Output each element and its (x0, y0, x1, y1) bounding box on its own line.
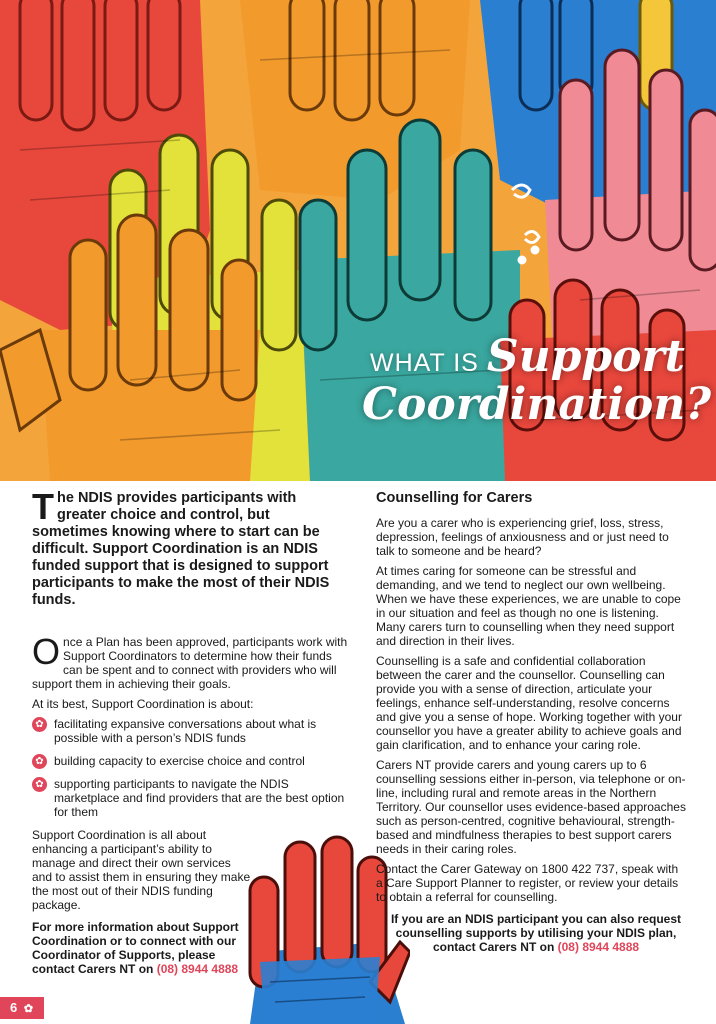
lead-paragraph (32, 486, 348, 609)
ndis-note (376, 912, 686, 954)
counselling-paragraph: At times caring for someone can be stressful and demanding, and we tend to neglect our own wellbeing. When we have these experiences, we are unable to cope in our situation and feel as though no one is listening. Many carers turn to counselling when they need support and direction in their lives. (376, 564, 681, 648)
ndis-phone-link[interactable]: (08) 8944 4888 (557, 940, 640, 954)
counselling-paragraph: Contact the Carer Gateway on 1800 422 737, speak with a Care Support Planner to register, or review your details to obtain a referral for counselling. (376, 862, 679, 904)
list-item: ✿ supporting participants to navigate the NDIS marketplace and find providers that are the best option for them (32, 777, 348, 819)
right-column (376, 490, 686, 960)
list-item: ✿ building capacity to exercise choice and control (32, 754, 348, 768)
lead-dropcap: T (32, 486, 54, 527)
intro-paragraph (32, 631, 348, 691)
ndis-note-text: If you are an NDIS participant you can also request counselling supports by utilising your NDIS plan, contact Carers NT on (390, 912, 682, 954)
swirl-bullet-icon: ✿ (32, 717, 47, 732)
swirl-bullet-icon: ✿ (32, 777, 47, 792)
hero-title-prefix: WHAT IS (370, 349, 479, 377)
lead-text: he NDIS provides participants with greater choice and control, but sometimes knowing where to start can be difficult. Support Coordination is an NDIS funded support that is designed to support participants to make the most of their NDIS funds. (32, 490, 330, 608)
hero-title-script-2: Coordination? (362, 379, 712, 430)
list-item: ✿ facilitating expansive conversations about what is possible with a person’s NDIS funds (32, 717, 348, 745)
contact-paragraph (32, 920, 252, 976)
page-number-tab (0, 997, 44, 1019)
swirl-bullet-icon: ✿ (32, 754, 47, 769)
hero-illustration (0, 0, 716, 481)
about-paragraph: Support Coordination is all about enhancing a participant’s ability to manage and direct their own services and to assist them in ensuring they make the most out of their NDIS funding package. (32, 828, 251, 912)
page-number: 6 (10, 1000, 18, 1015)
support-coordination-list (32, 717, 348, 819)
contact-phone-link[interactable]: (08) 8944 4888 (156, 962, 239, 976)
at-best-text: At its best, Support Coordination is about: (32, 697, 254, 711)
counselling-paragraph: Counselling is a safe and confidential collaboration between the carer and the counsellor. Counselling can provide you with a sense of direction, articulate your feelings, enhance self-understanding, resolve concerns and give you a sense of hope. Working together with your counsellor you have a greater ability to achieve goals and gain clarification, and to enhance your caring role. (376, 654, 682, 752)
carers-nt-swirl-icon: ✿ (23, 1003, 34, 1015)
intro-text: nce a Plan has been approved, participants work with Support Coordinators to determine how their funds can be spent and to connect with providers who will support them in achieving their goals. (32, 635, 348, 691)
hero-title-script-1: Support (486, 331, 686, 382)
contact-text: For more information about Support Coordination or to connect with our Coordinator of Supports, please contact Carers NT on (32, 920, 239, 976)
counselling-heading: Counselling for Carers (376, 490, 533, 506)
counselling-paragraph: Carers NT provide carers and young carers up to 6 counselling sessions either in-person, via telephone or on-line, including rural and remote areas in the Northern Territory. Our counsellor uses evidence-based approaches such as person-centred, cognitive behavioural, strength-based and mindfulness therapies to best support carers needs in their caring roles. (376, 758, 686, 856)
hero-title (362, 331, 712, 430)
intro-dropcap: O (32, 631, 61, 672)
counselling-paragraph: Are you a carer who is experiencing grief, loss, stress, depression, feelings of anxiousness and or just need to talk to someone and be heard? (376, 516, 669, 558)
